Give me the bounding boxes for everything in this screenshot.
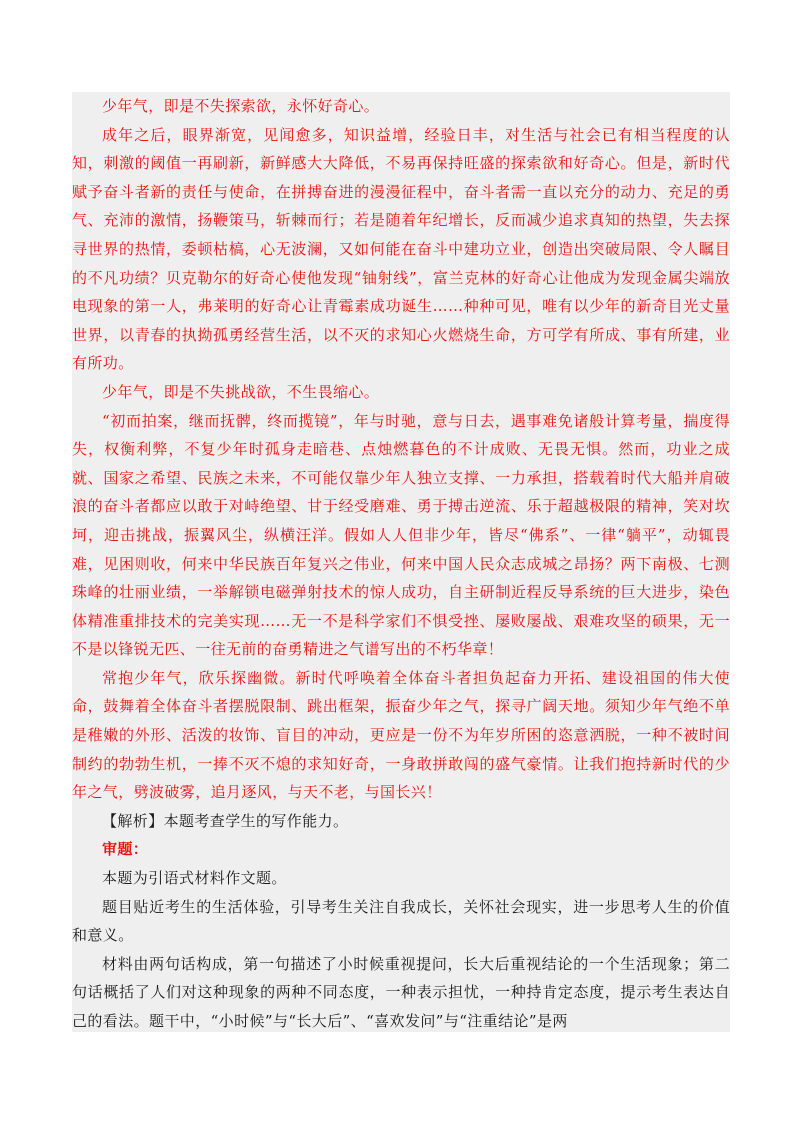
analysis-tag: 【解析】 <box>102 811 164 830</box>
analysis-paragraph-1: 本题为引语式材料作文题。 <box>102 869 287 888</box>
essay-paragraph-2: 成年之后，眼界渐宽，见闻愈多，知识益增，经验日丰，对生活与社会已有相当程度的认知，刺激的阈值一再刷新，新鲜感大大降低，不易再保持旺盛的探索欲和好奇心。但是，新时代赋予奋斗者新的责任与使命，在拼搏奋进的漫漫征程中，奋斗者需一直以充分的动力、充足的勇气、充沛的激情，扬鞭策马，斩棘而行；若是随着年纪增长，反而减少追求真知的热望，失去探寻世界的热情，委顿枯槁，心无波澜，又如何能在奋斗中建功立业，创造出突破局限、令人瞩目的不凡功绩？贝克勒尔的好奇心使他发现“铀射线”，富兰克林的好奇心让他成为发现金属尖端放电现象的第一人，弗莱明的好奇心让青霉素成功诞生……种种可见，唯有以少年的新奇目光丈量世界，以青春的执拗孤勇经营生活，以不灭的求知心火燃烧生命，方可学有所成、事有所建，业有所功。 <box>72 125 730 373</box>
essay-paragraph-4: “初而拍案，继而抚髀，终而揽镜”，年与时驰，意与日去，遇事难免诸般计算考量，揣度得失，权衡利弊，不复少年时孤身走暗巷、点烛燃暮色的不计成败、无畏无惧。然而，功业之成就、国家之希望、民族之未来，不可能仅靠少年人独立支撑、一力承担，搭载着时代大船并肩破浪的奋斗者都应以敢于对峙绝望、甘于经受磨难、勇于搏击逆流、乐于超越极限的精神，笑对坎坷，迎击挑战，振翼风尘，纵横汪洋。假如人人但非少年，皆尽“佛系”、一律“躺平”，动辄畏难，见困则收，何来中华民族百年复兴之伟业，何来中国人民众志成城之昂扬？两下南极、七测珠峰的壮丽业绩，一举解锁电磁弹射技术的惊人成功，自主研制近程反导系统的巨大进步，染色体精准重排技术的完美实现……无一不是科学家们不惧受挫、屡败屡战、艰难攻坚的硕果，无一不是以锋锐无匹、一往无前的奋勇精进之气谱写出的不朽华章！ <box>72 411 730 659</box>
document-body <box>72 92 730 1036</box>
analysis-intro: 本题考查学生的写作能力。 <box>163 811 349 830</box>
analysis-paragraph-3: 材料由两句话构成，第一句描述了小时候重视提问，长大后重视结论的一个生活现象；第二句话概括了人们对这种现象的两种不同态度，一种表示担忧，一种持肯定态度，提示考生表达自己的看法。题干中，“小时候”与“长大后”、“喜欢发问”与“注重结论”是两 <box>72 954 730 1030</box>
essay-paragraph-5: 常抱少年气，欣乐探幽微。新时代呼唤着全体奋斗者担负起奋力开拓、建设祖国的伟大使命，鼓舞着全体奋斗者摆脱限制、跳出框架，振奋少年之气，探寻广阔天地。须知少年气绝不单是稚嫩的外形、活泼的妆饰、盲目的冲动，更应是一份不为年岁所困的恣意洒脱，一种不被时间制约的勃勃生机，一捧不灭不熄的求知好奇，一身敢拼敢闯的盛气豪情。让我们抱持新时代的少年之气，劈波破雾，追月逐风，与天不老，与国长兴！ <box>72 668 730 802</box>
analysis-paragraph-2: 题目贴近考生的生活体验，引导考生关注自我成长，关怀社会现实，进一步思考人生的价值和意义。 <box>72 897 730 945</box>
analysis-line <box>72 807 730 836</box>
essay-paragraph-1: 少年气，即是不失探索欲，永怀好奇心。 <box>102 97 380 115</box>
analysis-heading: 审题： <box>102 840 149 859</box>
essay-paragraph-3: 少年气，即是不失挑战欲，不生畏缩心。 <box>102 382 380 401</box>
